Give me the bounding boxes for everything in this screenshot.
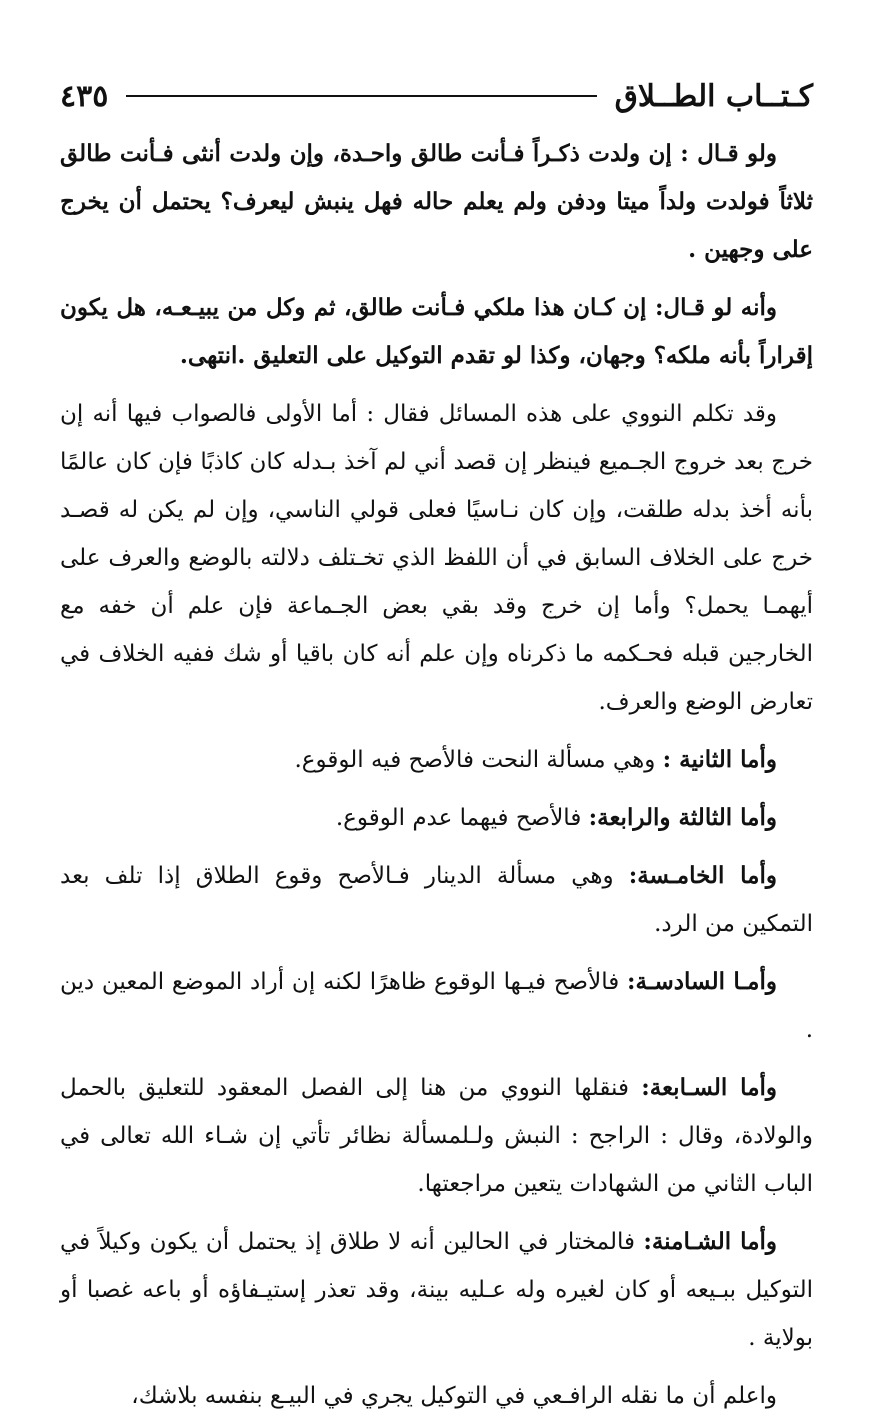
paragraph-10 xyxy=(60,1372,813,1420)
paragraph-lead: وأما الخامـسة: xyxy=(628,862,778,889)
paragraph-1 xyxy=(60,130,813,274)
paragraph-6 xyxy=(60,852,813,948)
paragraph-lead: وأما الثالثة والرابعة: xyxy=(588,804,777,831)
paragraph-text: وأنه لو قـال: إن كـان هذا ملكي فـأنت طالق، ثم وكل من يبيـعـه، هل يكون إقراراً بأنه ملكه؟ وجهان، وكذا لو تقدم التوكيل على التعليق .انتهى. xyxy=(60,294,813,369)
paragraph-lead: وأما السـابعة: xyxy=(641,1074,778,1101)
body-text xyxy=(60,130,813,1420)
paragraph-text: ولو قـال : إن ولدت ذكـراً فـأنت طالق واحـدة، وإن ولدت أنثى فـأنت طالق ثلاثاً فولدت ولداً ميتا ودفن ولم يعلم حاله فهل ينبش ليعرف؟ يحتمل أن يخرج على وجهين . xyxy=(60,140,813,263)
paragraph-text: وقد تكلم النووي على هذه المسائل فقال : أما الأولى فالصواب فيها أنه إن خرج بعد خروج الجـميع فينظر إن قصد أني لم آخذ بـدله كان كاذبًا فإن كان عالمًا بأنه أخذ بدله طلقت، وإن كان نـاسيًا فعلى قولي الناسي، وإن لم يكن له قصـد خرج على الخلاف السابق في أن اللفظ الذي تخـتلف دلالته بالوضع والعرف على أيهمـا يحمل؟ وأما إن خرج وقد بقي بعض الجـماعة فإن علم أن خفه مع الخارجين قبله فحـكمه ما ذكرناه وإن علم أنه كان باقيا أو شك ففيه الخلاف في تعارض الوضع والعرف. xyxy=(60,401,813,715)
paragraph-4 xyxy=(60,736,813,784)
paragraph-3 xyxy=(60,390,813,726)
paragraph-7 xyxy=(60,958,813,1054)
paragraph-text: فنقلها النووي من هنا إلى الفصل المعقود للتعليق بالحمل والولادة، وقال : الراجح : النبش ولـلمسألة نظائر تأتي إن شـاء الله تعالى في الباب الثاني من الشهادات يتعين مراجعتها. xyxy=(60,1075,813,1197)
paragraph-5 xyxy=(60,794,813,842)
header-rule xyxy=(126,95,596,97)
paragraph-9 xyxy=(60,1218,813,1362)
paragraph-text: واعلم أن ما نقله الرافـعي في التوكيل يجري في البيـع بنفسه بلاشك، xyxy=(131,1383,777,1409)
paragraph-text: وهي مسألة النحت فالأصح فيه الوقوع. xyxy=(294,747,663,773)
paragraph-lead: وأمـا السادسـة: xyxy=(626,968,777,995)
paragraph-text: فالأصح فيهما عدم الوقوع. xyxy=(335,805,589,831)
paragraph-lead: وأما الشـامنة: xyxy=(643,1228,778,1255)
paragraph-8 xyxy=(60,1064,813,1208)
paragraph-text: فالأصح فيـها الوقوع ظاهرًا لكنه إن أراد الموضع المعين دين . xyxy=(60,969,813,1043)
paragraph-lead: وأما الثانية : xyxy=(662,746,777,773)
paragraph-2 xyxy=(60,284,813,380)
page-header xyxy=(60,70,813,122)
paragraph-text: فالمختار في الحالين أنه لا طلاق إذ يحتمل أن يكون وكيلاً في التوكيل ببـيعه أو كان لغيره وله عـليه بينة، وقد تعذر إستيـفاؤه أو باعه غصبا أو بولاية . xyxy=(60,1229,813,1351)
paragraph-text: وهي مسألة الدينار فـالأصح وقوع الطلاق إذا تلف بعد التمكين من الرد. xyxy=(60,863,813,937)
page-number: ٤٣٥ xyxy=(60,78,109,114)
running-title: كـتــاب الطــلاق xyxy=(614,78,813,114)
